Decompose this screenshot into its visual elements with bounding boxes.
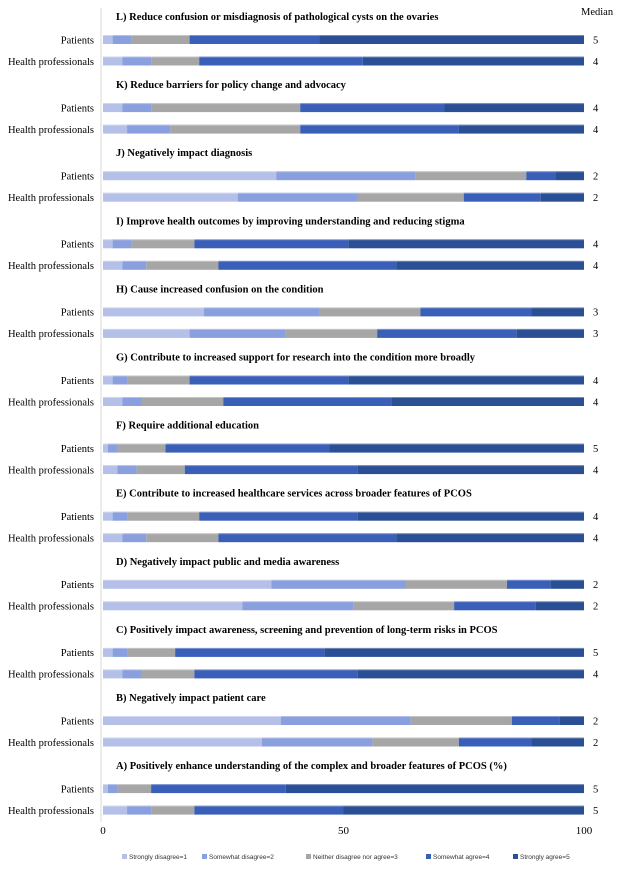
bar-segment — [190, 35, 320, 44]
median-header: Median — [581, 7, 614, 18]
row-label: Health professionals — [7, 193, 94, 204]
legend-swatch — [426, 854, 431, 859]
median-value: 4 — [593, 239, 599, 251]
bar-segment — [103, 171, 276, 180]
bar-segment — [348, 239, 584, 248]
bar-segment — [103, 239, 113, 248]
bar-segment — [127, 376, 190, 385]
bar-segment — [358, 512, 584, 521]
bar-segment — [536, 601, 584, 610]
row-label: Patients — [60, 171, 94, 183]
legend-item — [122, 854, 187, 861]
median-value: 4 — [593, 103, 599, 115]
question-group — [8, 761, 598, 817]
bar-segment — [146, 261, 218, 270]
question-title: F) Require additional education — [116, 420, 260, 432]
bar-segment — [127, 648, 175, 657]
bar-segment — [151, 784, 286, 793]
bar-segment — [218, 261, 396, 270]
median-value: 4 — [593, 397, 599, 409]
question-title: G) Contribute to increased support for research into the condition more broadly — [116, 352, 476, 364]
row-label: Patients — [60, 239, 94, 251]
bar-segment — [190, 376, 349, 385]
bar-segment — [132, 239, 195, 248]
median-value: 4 — [593, 56, 599, 68]
bar-segment — [319, 35, 584, 44]
bar-segment — [526, 171, 555, 180]
question-group — [8, 421, 599, 477]
bar-segment — [108, 784, 118, 793]
median-value: 3 — [593, 307, 599, 319]
bar-segment — [464, 193, 541, 202]
row-label: Health professionals — [7, 56, 94, 68]
bar-segment — [194, 669, 358, 678]
bar-segment — [204, 307, 319, 316]
bar-segment — [555, 171, 584, 180]
legend-item — [426, 854, 490, 861]
question-group — [8, 80, 599, 136]
bar-segment — [194, 806, 343, 815]
question-group — [8, 12, 599, 68]
bar-segment — [411, 716, 512, 725]
bar-segment — [396, 533, 584, 542]
row-label: Health professionals — [7, 261, 94, 273]
median-value: 5 — [593, 805, 599, 817]
bar-segment — [392, 397, 584, 406]
bar-segment — [146, 533, 218, 542]
bar-segment — [531, 738, 584, 747]
bar-segment — [454, 601, 536, 610]
bar-segment — [218, 533, 396, 542]
row-label: Patients — [60, 784, 94, 796]
bar-segment — [276, 171, 415, 180]
legend-label: Neither disagree nor agree=3 — [313, 854, 398, 861]
question-title: H) Cause increased confusion on the condition — [116, 284, 324, 296]
bar-segment — [103, 669, 122, 678]
bar-segment — [507, 580, 550, 589]
row-label: Patients — [60, 375, 94, 387]
question-group — [8, 353, 599, 409]
bar-segment — [103, 580, 271, 589]
row-label: Patients — [60, 35, 94, 47]
bar-segment — [103, 376, 113, 385]
legend-item — [306, 854, 398, 861]
bar-segment — [406, 580, 507, 589]
median-value: 2 — [593, 580, 599, 592]
bar-segment — [103, 784, 108, 793]
row-label: Patients — [60, 716, 94, 728]
bar-segment — [286, 329, 377, 338]
bar-segment — [103, 738, 262, 747]
bar-segment — [122, 57, 151, 66]
bar-segment — [103, 193, 238, 202]
bar-segment — [194, 239, 348, 248]
bar-segment — [363, 57, 584, 66]
median-value: 4 — [593, 669, 599, 681]
bar-segment — [344, 806, 585, 815]
question-title: A) Positively enhance understanding of the complex and broader features of PCOS (%) — [116, 761, 507, 773]
bar-segment — [103, 601, 242, 610]
bar-segment — [358, 193, 464, 202]
x-tick-label: 0 — [100, 825, 106, 837]
bar-segment — [324, 648, 584, 657]
question-group — [8, 489, 599, 545]
bar-segment — [396, 261, 584, 270]
median-value: 5 — [593, 784, 599, 796]
question-title: E) Contribute to increased healthcare services across broader features of PCOS — [116, 488, 472, 500]
row-label: Health professionals — [7, 124, 94, 136]
median-value: 2 — [593, 171, 599, 183]
bar-segment — [113, 512, 127, 521]
bar-segment — [103, 533, 122, 542]
median-value: 4 — [593, 512, 599, 523]
legend-item — [202, 854, 274, 861]
question-group — [8, 557, 598, 613]
row-label: Patients — [60, 443, 94, 455]
row-label: Health professionals — [7, 601, 94, 613]
bar-segment — [103, 103, 122, 112]
bar-segment — [122, 397, 141, 406]
bar-segment — [166, 444, 330, 453]
bar-segment — [300, 103, 444, 112]
legend-label: Strongly disagree=1 — [129, 854, 187, 861]
bar-segment — [113, 376, 127, 385]
median-value: 2 — [593, 716, 599, 728]
bar-segment — [113, 35, 132, 44]
bar-segment — [103, 261, 122, 270]
bar-segment — [103, 806, 127, 815]
bar-segment — [223, 397, 391, 406]
row-label: Health professionals — [7, 329, 94, 341]
question-group — [8, 216, 599, 272]
median-value: 5 — [593, 35, 599, 47]
median-value: 4 — [593, 375, 599, 387]
bar-segment — [300, 125, 459, 134]
row-label: Health professionals — [7, 465, 94, 477]
bar-segment — [358, 465, 584, 474]
question-group — [8, 625, 599, 681]
bar-segment — [122, 261, 146, 270]
legend — [122, 854, 570, 861]
median-value: 3 — [593, 329, 599, 341]
row-label: Health professionals — [7, 737, 94, 749]
bar-segment — [541, 193, 584, 202]
bar-segment — [358, 669, 584, 678]
bar-segment — [127, 125, 170, 134]
bar-segment — [122, 103, 151, 112]
bar-segment — [127, 512, 199, 521]
row-label: Patients — [60, 512, 94, 523]
bar-segment — [103, 57, 122, 66]
bar-segment — [199, 512, 358, 521]
bar-segment — [103, 512, 113, 521]
median-value: 4 — [593, 465, 599, 477]
bar-segment — [377, 329, 516, 338]
question-title: J) Negatively impact diagnosis — [116, 148, 253, 160]
row-label: Health professionals — [7, 805, 94, 817]
bar-segment — [117, 465, 136, 474]
median-value: 4 — [593, 261, 599, 273]
bar-segment — [416, 171, 527, 180]
median-value: 2 — [593, 601, 599, 613]
bar-segment — [141, 669, 194, 678]
median-value: 4 — [593, 124, 599, 136]
bar-groups — [8, 12, 599, 817]
bar-segment — [262, 738, 373, 747]
bar-segment — [550, 580, 584, 589]
legend-swatch — [513, 854, 518, 859]
bar-segment — [190, 329, 286, 338]
bar-segment — [175, 648, 324, 657]
legend-label: Somewhat agree=4 — [433, 854, 490, 861]
bar-segment — [113, 648, 127, 657]
bar-segment — [151, 57, 199, 66]
bar-segment — [103, 307, 204, 316]
median-value: 4 — [593, 533, 599, 545]
bar-segment — [141, 397, 223, 406]
bar-segment — [372, 738, 459, 747]
bar-segment — [151, 806, 194, 815]
question-title: B) Negatively impact patient care — [116, 693, 266, 704]
bar-segment — [132, 35, 190, 44]
bar-segment — [103, 35, 113, 44]
bar-segment — [103, 329, 190, 338]
row-label: Patients — [60, 580, 94, 592]
bar-segment — [242, 601, 353, 610]
row-label: Patients — [60, 307, 94, 319]
median-value: 2 — [593, 193, 599, 204]
bar-segment — [517, 329, 584, 338]
bar-segment — [103, 397, 122, 406]
bar-segment — [127, 806, 151, 815]
bar-segment — [329, 444, 584, 453]
legend-item — [513, 854, 570, 861]
row-label: Health professionals — [7, 397, 94, 409]
bar-segment — [459, 125, 584, 134]
bar-segment — [348, 376, 584, 385]
bar-segment — [512, 716, 560, 725]
bar-segment — [151, 103, 300, 112]
bar-segment — [137, 465, 185, 474]
x-tick-label: 100 — [575, 825, 593, 837]
bar-segment — [271, 580, 406, 589]
row-label: Health professionals — [7, 533, 94, 545]
question-group — [8, 284, 598, 340]
median-value: 2 — [593, 737, 599, 749]
bar-segment — [170, 125, 300, 134]
bar-segment — [185, 465, 358, 474]
bar-segment — [238, 193, 358, 202]
question-title: C) Positively impact awareness, screening and prevention of long-term risks in PCOS — [116, 624, 498, 636]
bar-segment — [353, 601, 454, 610]
bar-segment — [103, 465, 117, 474]
question-title: K) Reduce barriers for policy change and advocacy — [116, 80, 346, 92]
bar-segment — [103, 648, 113, 657]
x-axis-ticks — [100, 825, 593, 837]
question-title: I) Improve health outcomes by improving understanding and reducing stigma — [116, 216, 465, 228]
bar-segment — [420, 307, 531, 316]
question-title: L) Reduce confusion or misdiagnosis of pathological cysts on the ovaries — [116, 12, 439, 23]
bar-segment — [281, 716, 411, 725]
bar-segment — [117, 784, 151, 793]
bar-segment — [103, 716, 281, 725]
bar-segment — [199, 57, 363, 66]
bar-segment — [122, 533, 146, 542]
legend-label: Somewhat disagree=2 — [209, 854, 274, 861]
bar-segment — [103, 125, 127, 134]
bar-segment — [103, 444, 108, 453]
bar-segment — [445, 103, 584, 112]
row-label: Health professionals — [7, 669, 94, 681]
bar-segment — [108, 444, 118, 453]
row-label: Patients — [60, 648, 94, 660]
legend-swatch — [122, 854, 127, 859]
question-title: D) Negatively impact public and media awareness — [116, 556, 340, 568]
median-value: 5 — [593, 648, 599, 660]
bar-segment — [122, 669, 141, 678]
question-group — [8, 693, 598, 749]
question-group — [8, 148, 598, 204]
bar-segment — [117, 444, 165, 453]
bar-segment — [286, 784, 584, 793]
bar-segment — [459, 738, 531, 747]
x-tick-label: 50 — [338, 825, 349, 837]
median-value: 5 — [593, 443, 599, 455]
legend-label: Strongly agree=5 — [520, 854, 570, 861]
bar-segment — [319, 307, 420, 316]
bar-segment — [113, 239, 132, 248]
bar-segment — [560, 716, 584, 725]
row-label: Patients — [60, 103, 94, 115]
legend-swatch — [306, 854, 311, 859]
legend-swatch — [202, 854, 207, 859]
bar-segment — [531, 307, 584, 316]
